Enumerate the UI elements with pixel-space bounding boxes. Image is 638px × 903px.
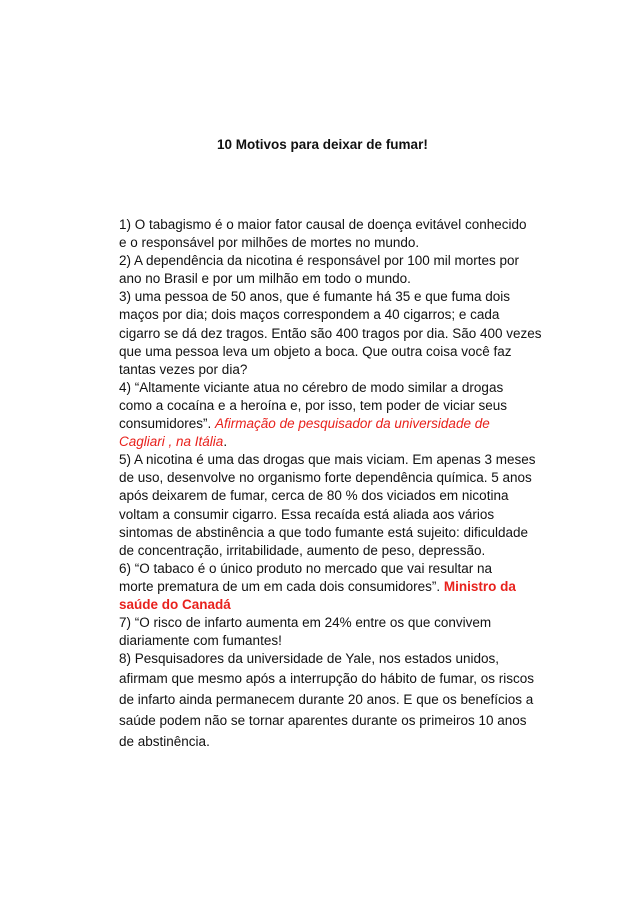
body-text-segment: . <box>223 434 228 450</box>
body-line: de abstinência. <box>119 734 210 750</box>
body-line: 6) “O tabaco é o único produto no mercado que vai resultar na <box>119 560 492 576</box>
body-line: diariamente com fumantes! <box>119 633 282 649</box>
body-line: tantas vezes por dia? <box>119 361 248 377</box>
body-line: saúde podem não se tornar aparentes durante os primeiros 10 anos <box>119 713 527 729</box>
body-line: cigarro se dá dez tragos. Então são 400 tragos por dia. São 400 vezes <box>119 325 542 341</box>
body-line: como a cocaína e a heroína e, por isso, tem poder de viciar seus <box>119 397 507 413</box>
body-line: 5) A nicotina é uma das drogas que mais viciam. Em apenas 3 meses <box>119 452 536 468</box>
body-line: 7) “O risco de infarto aumenta em 24% entre os que convivem <box>119 615 492 631</box>
body-line: de uso, desenvolve no organismo forte dependência química. 5 anos <box>119 470 532 486</box>
body-line <box>119 596 559 614</box>
body-line: sintomas de abstinência a que todo fumante está sujeito: dificuldade <box>119 524 529 540</box>
body-text-segment: morte prematura de um em cada dois consumidores”. <box>119 578 444 594</box>
body-line: de concentração, irritabilidade, aumento de peso, depressão. <box>119 542 486 558</box>
body-line: que uma pessoa leva um objeto a boca. Que outra coisa você faz <box>119 343 512 359</box>
body-line: voltam a consumir cigarro. Essa recaída está aliada aos vários <box>119 506 495 522</box>
body-line <box>119 433 559 451</box>
researcher-attribution-cont: Cagliari , na Itália <box>119 434 224 450</box>
body-line: ano no Brasil e por um milhão em todo o mundo. <box>119 271 411 287</box>
body-line: afirmam que mesmo após a interrupção do hábito de fumar, os riscos <box>119 671 534 687</box>
body-line <box>119 578 559 596</box>
document-title: 10 Motivos para deixar de fumar! <box>217 137 428 152</box>
body-line: e o responsável por milhões de mortes no mundo. <box>119 235 420 251</box>
body-line <box>119 415 559 433</box>
minister-attribution-cont: saúde do Canadá <box>119 596 231 612</box>
body-line: 2) A dependência da nicotina é responsável por 100 mil mortes por <box>119 253 519 269</box>
body-line: 3) uma pessoa de 50 anos, que é fumante há 35 e que fuma dois <box>119 289 511 305</box>
researcher-attribution: Afirmação de pesquisador da universidade de <box>215 416 490 432</box>
body-line: após deixarem de fumar, cerca de 80 % dos viciados em nicotina <box>119 488 509 504</box>
body-line: maços por dia; dois maços correspondem a 40 cigarros; e cada <box>119 307 500 323</box>
document-body <box>119 216 559 752</box>
minister-attribution: Ministro da <box>443 578 516 594</box>
body-line: 8) Pesquisadores da universidade de Yale, nos estados unidos, <box>119 651 500 667</box>
body-line: 1) O tabagismo é o maior fator causal de doença evitável conhecido <box>119 217 527 232</box>
body-line: de infarto ainda permanecem durante 20 anos. E que os benefícios a <box>119 692 534 708</box>
body-line: 4) “Altamente viciante atua no cérebro de modo similar a drogas <box>119 379 504 395</box>
body-text-segment: consumidores”. <box>119 416 216 432</box>
